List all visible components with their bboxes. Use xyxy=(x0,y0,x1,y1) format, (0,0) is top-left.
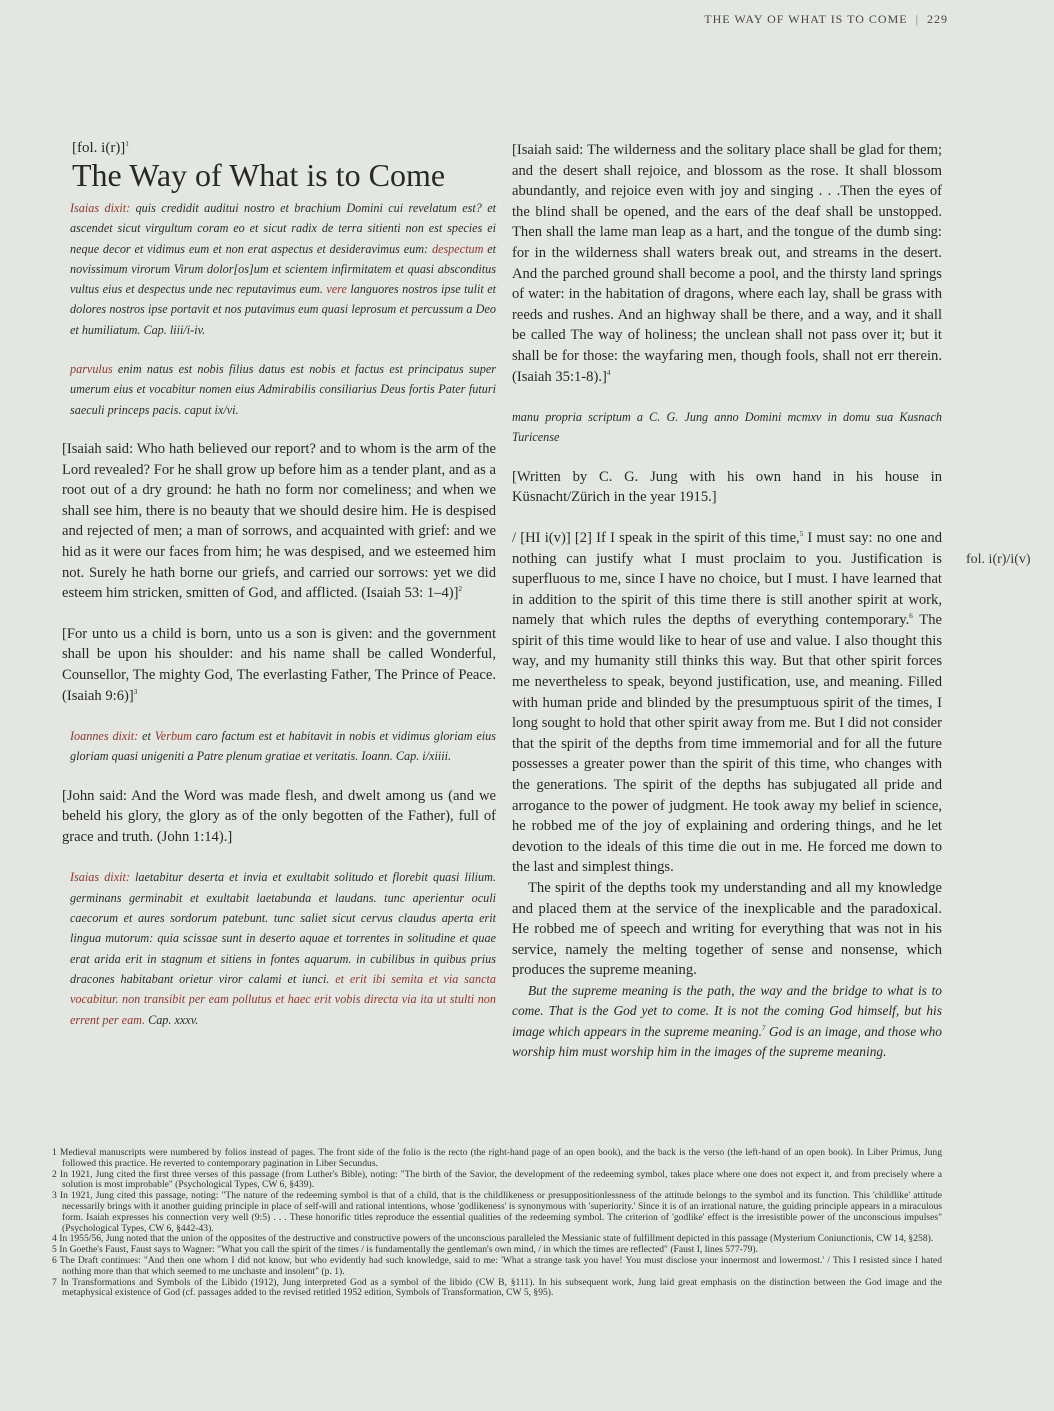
latin-passage-john-1: Ioannes dixit: et Verbum caro factum est et habitavit in nobis et vidimus gloriam eius gloriam quasi unigeniti a Patre plenum gratiae et veritatis. Ioann. Cap. i/xiiii. xyxy=(70,729,496,764)
footnote-2: 2 In 1921, Jung cited the first three verses of this passage (from Luther's Bible), noting: "The birth of the Savior, the development of the redeeming symbol, takes place where one does not expect it, and from precisely where a solution is most improbable" (Psychological Types, CW 6, §439). xyxy=(52,1168,942,1191)
english-passage-isaiah-9: [For unto us a child is born, unto us a son is given: and the government shall be upon his shoulder: and his name shall be called Wonderful, Counsellor, The mighty God, The everlasting Father, The Prince of Peace. (Isaiah 9:6)]$^3$ xyxy=(62,625,496,704)
latin-passage-isaiah-35: Isaias dixit: laetabitur deserta et invia et exultabit solitudo et florebit quasi lilium. germinans germinabit et exultabit laetabunda et laudans. tunc aperientur oculi caecorum et aures sordorum patebunt. tunc saliet sicut cervus claudus aperta erit lingua mutorum: quia scissae sunt in deserto aquae et torrentes in solitudine et quae erat arida erit in stagnum et sitiens in fontes aquarum. in cubilibus in quibus prius dracones habitabant orietur viror calami et iunci. et erit ibi semita et via sancta vocabitur. non transibit per eam pollutus et haec erit vobis directa via ita ut stulti non errent per eam. Cap. xxxv. xyxy=(70,870,496,1027)
latin-colophon: manu propria scriptum a C. G. Jung anno Domini mcmxv in domu sua Kusnach Turicense xyxy=(512,410,942,445)
footnote-6: 6 The Draft continues: "And then one whom I did not know, but who evidently had such knowledge, said to me: 'What a strange task you have! You must disclose your innermost and lowermost.' / This I resisted since I hated nothing more than that which seemed to me unchaste and insolent" (p. 1). xyxy=(52,1254,942,1277)
latin-passage-isaiah-9: parvulus enim natus est nobis filius datus est nobis et factus est principatus super umerum eius et vocabitur nomen eius Admirabilis consiliarius Deus fortis Pater futuri saeculi princeps pacis. caput ix/vi. xyxy=(70,362,496,417)
footnote-ref: 1 xyxy=(125,140,129,148)
page-title: The Way of What is to Come xyxy=(72,157,446,193)
footnote-7: 7 In Transformations and Symbols of the Libido (1912), Jung interpreted God as a symbol of the libido (CW B, §111). In his subsequent work, Jung laid great emphasis on the distinction between the God image and the metaphysical existence of God (cf. passages added to the revised retitled 1952 edition, Symbols of Transformation, CW 5, §95). xyxy=(52,1276,942,1299)
body-paragraph-1: / [HI i(v)] [2] If I speak in the spirit of this time,$^5$ I must say: no one and nothing can justify what I must proclaim to you. Justification is superfluous to me, since I have no choice, but I must. I have learned that in addition to the spirit of this time there is still another spirit at work, namely that which rules the depths of everything contemporary.$^6$ The spirit of this time would like to hear of use and value. I also thought this way, and my humanity still thinks this way. But that other spirit forces me nevertheless to speak, beyond justification, use, and meaning. Filled with human pride and blinded by the presumptuous spirit of the times, I long sought to hold that other spirit away from me. But I did not consider that the spirit of the depths from time immemorial and for all the future possesses a greater power than the spirit of this time, who changes with the generations. The spirit of the depths has subjugated all pride and arrogance to the power of judgment. He took away my belief in science, he robbed me of the joy of explaining and ordering things, and he let devotion to the ideals of this time die out in me. He forced me down to the last and simplest things. xyxy=(512,529,942,876)
folio-label: [fol. i(r)]$^1$ xyxy=(72,140,129,156)
english-passage-isaiah-53: [Isaiah said: Who hath believed our report? and to whom is the arm of the Lord revealed? For he shall grow up before him as a tender plant, and as a root out of a dry ground: he hath no form nor comeliness; and when we shall see him, there is no beauty that we should desire him. He is despised and rejected of men; a man of sorrows, and acquainted with grief: and we hid as it were our faces from him; he was despised, and we esteemed him not. Surely he hath borne our griefs, and carried our sorrows: yet we did esteem him stricken, smitten of God, and afflicted. (Isaiah 53: 1–4)]$^2$ xyxy=(62,440,496,602)
latin-passage-isaiah-53: Isaias dixit: quis credidit auditui nostro et brachium Domini cui revelatum est? et ascendet sicut virgultum coram eo et sicut radix de terra sitienti non est species ei neque decor et vidimus eum et non erat aspectus et desideravimus eum: despectum et novissimum virorum Virum dolor[os]um et scientem infirmitatem et quasi absconditus vultus eius et despectus unde nec reputavimus eum. vere languores nostros ipse tulit et dolores nostros ipse portavit et nos putavimus eum quasi leprosum et percussum a Deo et humiliatum. Cap. liii/i-iv. xyxy=(70,201,497,337)
page-number: 229 xyxy=(927,12,948,26)
footnote-ref: 2 xyxy=(458,585,462,594)
header-separator: | xyxy=(915,12,919,26)
footnote-1: 1 Medieval manuscripts were numbered by folios instead of pages. The front side of the folio is the recto (the right-hand page of an open book), and the back is the verso (the left-hand of an open book). In Liber Primus, Jung followed this practice. He reverted to contemporary pagination in Liber Secundus. xyxy=(52,1147,942,1169)
running-head xyxy=(704,12,948,27)
english-passage-john-1: [John said: And the Word was made flesh, and dwelt among us (and we beheld his glory, the glory as of the only begotten of the Father), full of grace and truth. (John 1:14).] xyxy=(62,787,496,845)
left-column xyxy=(62,140,496,1049)
margin-folio-note: fol. i(r)/i(v) xyxy=(966,552,1031,567)
footnote-ref: 4 xyxy=(606,368,611,377)
right-column xyxy=(512,140,942,1063)
footnote-ref: 6 xyxy=(909,612,913,621)
footnote-ref: 3 xyxy=(133,687,138,696)
body-paragraph-2: The spirit of the depths took my understanding and all my knowledge and placed them at the service of the inexplicable and the paradoxical. He robbed me of speech and writing for everything that was not in his service, namely the melting together of sense and nonsense, which produces the supreme meaning. xyxy=(512,880,942,979)
footnote-5: 5 In Goethe's Faust, Faust says to Wagner: "What you call the spirit of the times / is fundamentally the gentleman's own mind, / in which the times are reflected" (Faust I, lines 577-79). xyxy=(52,1244,759,1256)
footnote-ref: 5 xyxy=(799,530,804,539)
english-colophon: [Written by C. G. Jung with his own hand in his house in Küsnacht/Zürich in the year 1915.] xyxy=(512,468,942,506)
footnote-3: 3 In 1921, Jung cited this passage, noting: "The nature of the redeeming symbol is that of a child, that is the childlikeness or presuppositionlessness of the attitude belongs to the symbol and its function. This 'childlike' attitude necessarily brings with it another guiding principle in place of self-will and rational intentions, whose 'godlikeness' is synonymous with 'superiority.' Since it is of an irrational nature, the guiding principle appears in a miraculous form. Isaiah expresses his connection very well (9:5) . . . These honorific titles reproduce the essential qualities of the redeeming symbol. The criterion of 'godlike' effect is the irresistible power of the unconscious impulses" (Psychological Types, CW 6, §442-43). xyxy=(52,1190,942,1234)
body-paragraph-3: But the supreme meaning is the path, the way and the bridge to what is to come. That is the God yet to come. It is not the coming God himself, but his image which appears in the supreme meaning.$^7$ God is an image, and those who worship him must worship him in the images of the supreme meaning. xyxy=(512,982,942,1060)
footnote-ref: 7 xyxy=(761,1024,766,1033)
footnotes xyxy=(52,1148,942,1299)
footnote-4: 4 In 1955/56, Jung noted that the union of the opposites of the destructive and constructive powers of the unconscious paralleled the Messianic state of fulfillment depicted in this passage (Mysterium Coniunctionis, CW 14, §258). xyxy=(52,1233,934,1245)
running-title: THE WAY OF WHAT IS TO COME xyxy=(704,12,908,26)
english-passage-isaiah-35: [Isaiah said: The wilderness and the solitary place shall be glad for them; and the desert shall rejoice, and blossom as the rose. It shall blossom abundantly, and rejoice even with joy and singing . . .Then the eyes of the blind shall be opened, and the ears of the deaf shall be unstopped. Then shall the lame man leap as a hart, and the tongue of the dumb sing: for in the wilderness shall waters break out, and streams in the desert. And the parched ground shall become a pool, and the thirsty land springs of water: in the habitation of dragons, where each lay, shall be grass with reeds and rushes. And an highway shall be there, and a way, and it shall be called The way of holiness; the unclean shall not pass over it; but it shall be for those: the wayfaring men, though fools, shall not err therein. (Isaiah 35:1-8).]$^4$ xyxy=(512,142,942,385)
